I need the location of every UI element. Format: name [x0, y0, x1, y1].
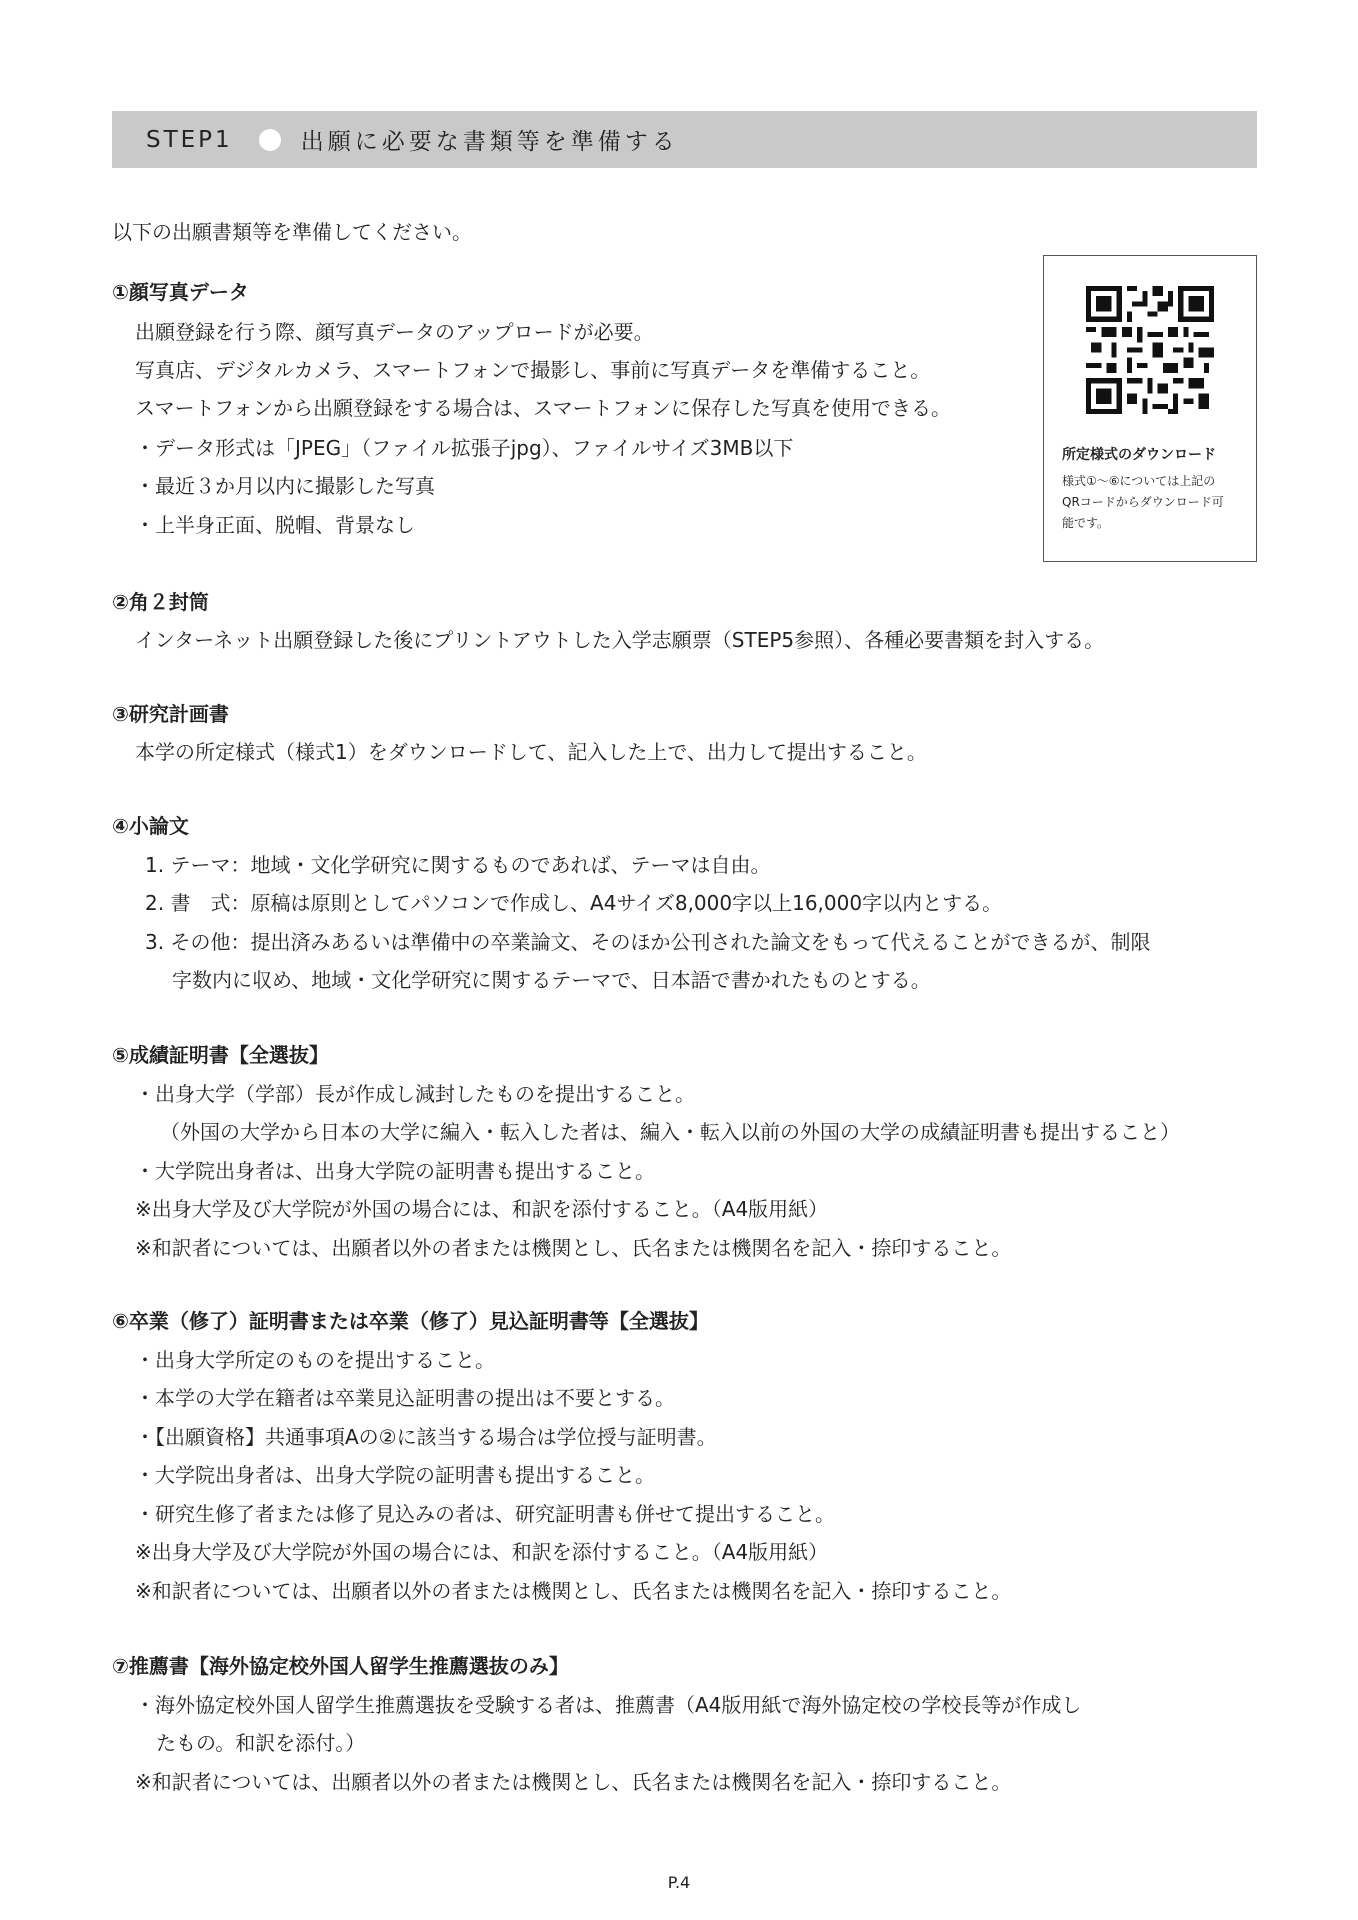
qr-note-line: 様式①〜⑥については上記の — [1062, 474, 1216, 488]
section-line: ・【出願資格】共通事項Aの②に該当する場合は学位授与証明書。 — [135, 1425, 717, 1449]
section-line: 1. テーマ：地域・文化学研究に関するものであれば、テーマは自由。 — [145, 853, 771, 877]
section-line: 本学の所定様式（様式1）をダウンロードして、記入した上で、出力して提出すること。 — [135, 740, 927, 764]
section-line: ・出身大学（学部）長が作成し減封したものを提出すること。 — [135, 1082, 695, 1106]
section-line: たもの。和訳を添付。） — [156, 1731, 366, 1755]
page-number: P.4 — [667, 1873, 691, 1892]
section-line: 3. その他：提出済みあるいは準備中の卒業論文、そのほか公刊された論文をもって代えることができるが、制限 — [145, 930, 1151, 954]
section-heading-graduation-certificate: ⑥卒業（修了）証明書または卒業（修了）見込証明書等【全選抜】 — [112, 1309, 709, 1333]
section-line: ・本学の大学在籍者は卒業見込証明書の提出は不要とする。 — [135, 1386, 675, 1410]
qr-note-line: QRコードからダウンロード可 — [1062, 495, 1224, 509]
intro-text: 以下の出願書類等を準備してください。 — [112, 220, 472, 244]
section-line: インターネット出願登録した後にプリントアウトした入学志願票（STEP5参照）、各種必要書類を封入する。 — [135, 628, 1105, 652]
section-line: ・最近３か月以内に撮影した写真 — [135, 474, 435, 498]
section-line: ・大学院出身者は、出身大学院の証明書も提出すること。 — [135, 1159, 655, 1183]
circle-dot-icon — [259, 129, 281, 151]
section-line: ※和訳者については、出願者以外の者または機関とし、氏名または機関名を記入・捺印すること。 — [135, 1770, 1012, 1794]
step-title: 出願に必要な書類等を準備する — [300, 129, 679, 155]
section-line: 出願登録を行う際、顔写真データのアップロードが必要。 — [135, 320, 654, 344]
section-line: ※和訳者については、出願者以外の者または機関とし、氏名または機関名を記入・捺印すること。 — [135, 1579, 1012, 1603]
qr-title: 所定様式のダウンロード — [1062, 447, 1216, 463]
section-line: ・海外協定校外国人留学生推薦選抜を受験する者は、推薦書（A4版用紙で海外協定校の学校長等が作成し — [135, 1693, 1082, 1717]
step-label: STEP1 — [146, 126, 233, 153]
section-line: （外国の大学から日本の大学に編入・転入した者は、編入・転入以前の外国の大学の成績証明書も提出すること） — [160, 1120, 1180, 1144]
step-header-bar — [112, 111, 1257, 168]
section-line: ・データ形式は「JPEG」（ファイル拡張子jpg）、ファイルサイズ3MB以下 — [135, 436, 794, 460]
section-line: ・研究生修了者または修了見込みの者は、研究証明書も併せて提出すること。 — [135, 1502, 835, 1526]
section-line: ・出身大学所定のものを提出すること。 — [135, 1348, 495, 1372]
section-heading-transcript: ⑤成績証明書【全選抜】 — [112, 1043, 329, 1067]
section-line: ・上半身正面、脱帽、背景なし — [135, 513, 415, 537]
section-line: ※出身大学及び大学院が外国の場合には、和訳を添付すること。（A4版用紙） — [135, 1540, 829, 1564]
section-heading-research-plan: ③研究計画書 — [112, 702, 229, 726]
section-heading-recommendation: ⑦推薦書【海外協定校外国人留学生推薦選抜のみ】 — [112, 1654, 569, 1678]
section-line: 写真店、デジタルカメラ、スマートフォンで撮影し、事前に写真データを準備すること。 — [135, 358, 931, 382]
qr-code-icon[interactable] — [1086, 286, 1214, 414]
section-line: 2. 書 式：原稿は原則としてパソコンで作成し、A4サイズ8,000字以上16,000字以内とする。 — [145, 891, 1003, 915]
section-heading-envelope: ②角２封筒 — [112, 590, 209, 614]
section-line: 字数内に収め、地域・文化学研究に関するテーマで、日本語で書かれたものとする。 — [172, 968, 931, 992]
section-line: ・大学院出身者は、出身大学院の証明書も提出すること。 — [135, 1463, 655, 1487]
qr-download-box — [1043, 255, 1257, 562]
section-heading-photo: ①顔写真データ — [112, 280, 249, 304]
section-heading-essay: ④小論文 — [112, 814, 189, 838]
section-line: ※出身大学及び大学院が外国の場合には、和訳を添付すること。（A4版用紙） — [135, 1197, 829, 1221]
section-line: ※和訳者については、出願者以外の者または機関とし、氏名または機関名を記入・捺印すること。 — [135, 1236, 1012, 1260]
qr-note-line: 能です。 — [1062, 516, 1110, 530]
section-line: スマートフォンから出願登録をする場合は、スマートフォンに保存した写真を使用できる。 — [135, 396, 951, 420]
